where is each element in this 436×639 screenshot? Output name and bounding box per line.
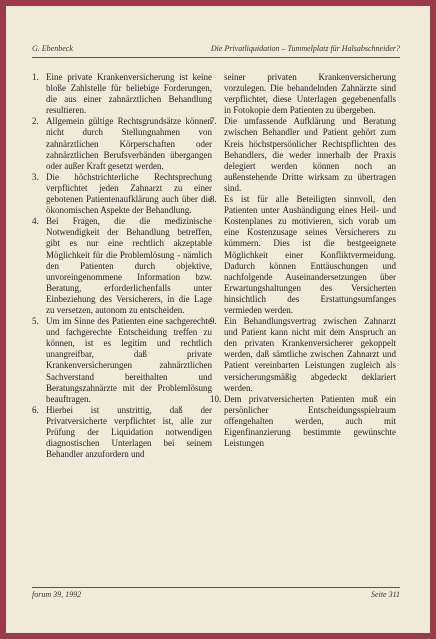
list-item <box>32 405 212 460</box>
footer-rule <box>32 587 400 588</box>
right-column <box>210 72 396 449</box>
footer-journal: forum 39, 1992 <box>32 590 82 599</box>
list-item <box>210 394 396 449</box>
item-text: Es ist für alle Beteiligten sinnvoll, den Patienten unter Aushändigung eines Heil- und Kostenplanes zu motivieren, sich vorab um eine Kostenzusage seines Versicherers zu kümmern. Dies ist die bestgeeignete Möglichkeit einer Konfliktvermeidung. Dadurch können Enttäuschungen und nachfolgende Auseinandersetzungen über Erwartungshaltungen des Versicherten hinsichtlich des Erstattungsumfanges vermieden werden. <box>224 194 396 315</box>
list-item <box>210 116 396 194</box>
list-item <box>210 316 396 394</box>
item-text: Die höchstrichterliche Rechtsprechung verpflichtet jeden Zahnarzt zu einer gebotenen Patientenaufklärung auch über die ökonomischen Aspekte der Behandlung. <box>46 171 212 216</box>
item-text: Hierbei ist unstrittig, daß der Privatversicherte verpflichtet ist, alle zur Prüfung der Liquidation notwendigen diagnostischen Unterlagen bei seinem Behandler anzufordern und <box>46 404 212 460</box>
header-author: G. Ebenbeck <box>32 44 73 53</box>
item-text: Um im Sinne des Patienten eine sachgerechte und fachgerechte Entscheidung treffen zu können, ist es legitim und rechtlich unangreifbar, daß private Krankenversicherungen zahnärztlichen Sachverstand bereithalten und Beratungszahnärzte mit der Problemlösung beauftragen. <box>46 316 212 404</box>
list-item <box>32 116 212 171</box>
footer-page-number: Seite 311 <box>371 590 400 599</box>
item-number: 2. <box>32 116 39 127</box>
item-number: 10. <box>210 393 222 404</box>
list-item <box>32 72 212 116</box>
list-item <box>32 316 212 405</box>
header-running-title: Die Privatliquidation – Tummelplatz für Halsabschneider? <box>210 44 400 53</box>
list-item <box>32 172 212 216</box>
item-number: 4. <box>32 216 39 227</box>
item-number: 5. <box>32 316 39 327</box>
item-number: 8. <box>210 194 217 205</box>
item-text: Dem privatversicherten Patienten muß ein persönlicher Entscheidungsspielraum offengehalten werden, auch mit Eigenfinanzierung bestimmte gewünschte Leistungen <box>224 393 396 449</box>
item-number: 1. <box>32 72 39 82</box>
item-number: 3. <box>32 171 39 182</box>
item-number: 7. <box>210 116 217 127</box>
list-item <box>32 216 212 316</box>
item-number: 6. <box>32 404 39 415</box>
item-text: Eine private Krankenversicherung ist keine bloße Zahlstelle für beliebige Forderungen, die aus einer zahnärztlichen Behandlung resultieren. <box>46 72 212 116</box>
page-footer <box>32 590 400 599</box>
item-text: Bei Fragen, die die medizinische Notwendigkeit der Behandlung betreffen, gibt es nur eine rechtlich akzeptable Möglichkeit für die Problemlösung - nämlich den Patienten durch objektive, unvoreingenommene Information bzw. Beratung, erforderlichenfalls unter Einbeziehung des Versicherers, in die Lage zu versetzen, autonom zu entscheiden. <box>46 216 212 315</box>
header-rule <box>32 57 400 58</box>
item-number: 9. <box>210 316 217 327</box>
item-text: Die umfassende Aufklärung und Beratung zwischen Behandler und Patient gehört zum Kreis höchstpersönlicher Rechtspflichten des Behandlers, die weder innerhalb der Praxis delegiert werden können noch an außenstehende Dritte wirksam zu übertragen sind. <box>224 116 396 193</box>
running-header <box>32 44 400 53</box>
left-column <box>32 72 212 460</box>
item-text: Allgemein gültige Rechtsgrundsätze können nicht durch Stellungnahmen von zahnärztlichen Körperschaften oder zahnärztlichen Berufsverbänden übergangen oder außer Kraft gesetzt werden. <box>46 116 212 171</box>
item-6-continuation: seiner privaten Krankenversicherung vorzulegen. Die behandelnden Zahnärzte sind verpflichtet, diese Unterlagen gegebenenfalls in Fotokopie dem Patienten zu übergeben. <box>224 72 396 116</box>
list-item <box>210 194 396 316</box>
item-text: Ein Behandlungsvertrag zwischen Zahnarzt und Patient kann nicht mit dem Anspruch an den privaten Krankenversicherer gekoppelt werden, daß sämtliche zwischen Zahnarzt und Patient vereinbarten Leistungen zugleich als versicherungsmäßig abgedeckt deklariert werden. <box>224 316 396 393</box>
page <box>6 6 430 633</box>
